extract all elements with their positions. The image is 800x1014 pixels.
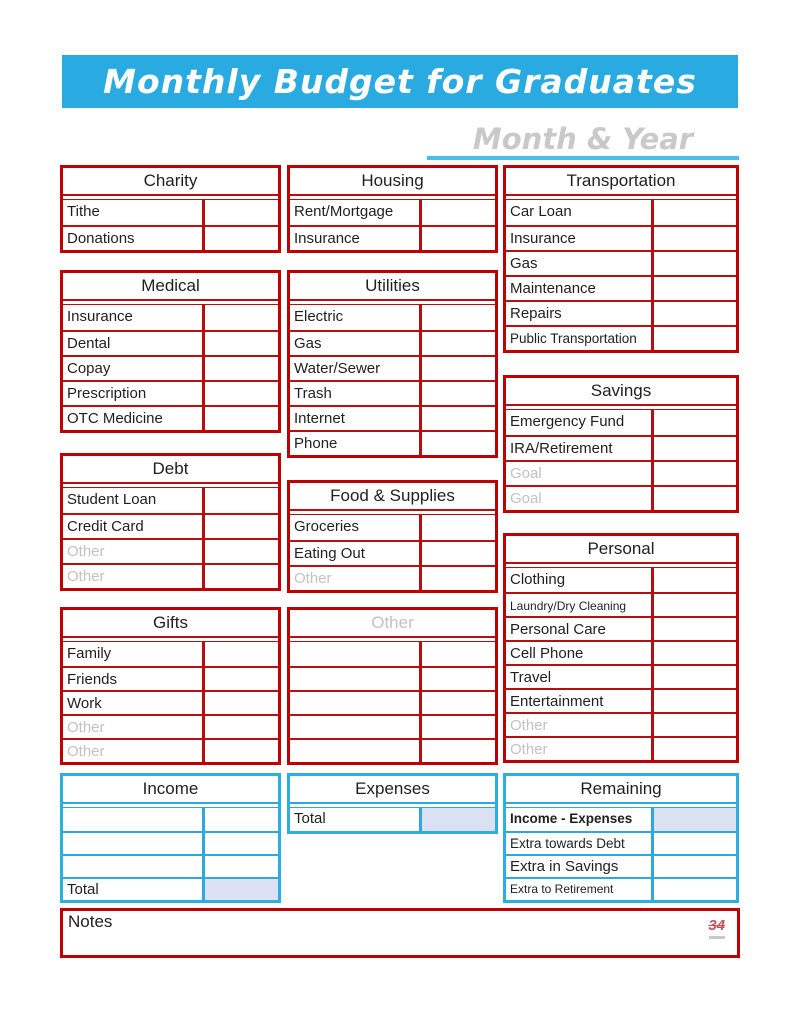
row-label: Internet [294, 410, 345, 427]
budget-row [290, 515, 495, 540]
row-label: Income - Expenses [510, 811, 633, 826]
row-label: Extra towards Debt [510, 836, 625, 851]
row-label: Other [67, 719, 105, 736]
row-label: Donations [67, 230, 135, 247]
row-label: Water/Sewer [294, 360, 381, 377]
budget-row [63, 513, 278, 538]
budget-row [506, 485, 736, 510]
food-supplies-table [287, 480, 498, 593]
amount-cell[interactable] [651, 642, 736, 664]
budget-row [290, 666, 495, 690]
budget-row [506, 831, 736, 854]
amount-cell[interactable] [419, 740, 495, 762]
row-label: Extra in Savings [510, 858, 619, 875]
amount-cell[interactable] [202, 305, 278, 330]
row-label: Dental [67, 335, 111, 352]
row-label: Goal [510, 465, 542, 482]
transportation-table [503, 165, 739, 353]
fill-in-cell[interactable] [290, 740, 419, 762]
table-title: Savings [506, 378, 736, 406]
amount-cell[interactable] [202, 716, 278, 738]
row-label: Goal [510, 490, 542, 507]
amount-cell[interactable] [202, 200, 278, 225]
table-title: Debt [63, 456, 278, 484]
personal-table [503, 533, 739, 763]
row-label: Total [67, 881, 99, 898]
row-label: Emergency Fund [510, 413, 625, 430]
budget-row [506, 325, 736, 350]
amount-cell[interactable] [651, 808, 736, 831]
row-label: Phone [294, 435, 338, 452]
amount-cell[interactable] [419, 692, 495, 714]
amount-cell[interactable] [651, 200, 736, 225]
row-label: Eating Out [294, 545, 365, 562]
fill-in-cell[interactable] [290, 642, 419, 666]
row-label: Prescription [67, 385, 147, 402]
row-label: Laundry/Dry Cleaning [510, 599, 627, 613]
amount-cell[interactable] [419, 305, 495, 330]
budget-row [290, 540, 495, 565]
row-label: Entertainment [510, 693, 604, 710]
budget-row [506, 854, 736, 877]
table-title: Gifts [63, 610, 278, 638]
amount-cell[interactable] [651, 833, 736, 854]
budget-row [290, 565, 495, 590]
row-label: Personal Care [510, 621, 606, 638]
budget-row [290, 355, 495, 380]
logo-mark: 34 [708, 917, 725, 934]
budget-row [63, 200, 278, 225]
table-title: Income [63, 776, 278, 804]
amount-cell[interactable] [651, 252, 736, 275]
budget-row [63, 305, 278, 330]
amount-cell[interactable] [651, 462, 736, 485]
budget-row [63, 808, 278, 831]
amount-cell[interactable] [202, 692, 278, 714]
amount-cell[interactable] [651, 568, 736, 592]
budget-row [290, 738, 495, 762]
amount-cell[interactable] [651, 738, 736, 760]
row-label: Trash [294, 385, 332, 402]
budget-row [506, 250, 736, 275]
row-label: Gas [510, 255, 538, 272]
budget-row [506, 460, 736, 485]
row-label: Work [67, 695, 102, 712]
logo-tagline [709, 936, 725, 939]
amount-cell[interactable] [419, 227, 495, 250]
amount-cell[interactable] [651, 227, 736, 250]
row-label: Clothing [510, 571, 566, 588]
row-label: Insurance [294, 230, 360, 247]
month-year-placeholder: Month & Year [472, 122, 694, 157]
row-label: OTC Medicine [67, 410, 163, 427]
row-label: Copay [67, 360, 111, 377]
amount-cell[interactable] [419, 716, 495, 738]
medical-table [60, 270, 281, 433]
amount-cell[interactable] [202, 488, 278, 513]
amount-cell[interactable] [651, 487, 736, 510]
charity-table [60, 165, 281, 253]
budget-row [290, 808, 495, 831]
amount-cell[interactable] [419, 432, 495, 455]
amount-cell[interactable] [651, 437, 736, 460]
amount-cell[interactable] [651, 410, 736, 435]
budget-row [63, 355, 278, 380]
row-label: Other [67, 743, 105, 760]
budget-row [506, 568, 736, 592]
amount-cell[interactable] [419, 407, 495, 430]
fill-in-cell[interactable] [290, 692, 419, 714]
brand-logo [708, 919, 725, 939]
budget-row [63, 714, 278, 738]
budget-row [290, 380, 495, 405]
housing-table [287, 165, 498, 253]
table-title: Charity [63, 168, 278, 196]
table-title: Remaining [506, 776, 736, 804]
budget-row [63, 877, 278, 900]
row-label: Other [294, 570, 332, 587]
budget-row [63, 563, 278, 588]
remaining-table [503, 773, 739, 903]
amount-cell[interactable] [202, 565, 278, 588]
amount-cell[interactable] [419, 567, 495, 590]
amount-cell[interactable] [651, 594, 736, 616]
amount-cell[interactable] [202, 227, 278, 250]
amount-cell[interactable] [202, 879, 278, 900]
table-title: Food & Supplies [290, 483, 495, 511]
notes-section[interactable] [60, 908, 740, 958]
month-year-field[interactable] [427, 112, 739, 160]
amount-cell[interactable] [419, 642, 495, 666]
amount-cell[interactable] [202, 856, 278, 877]
budget-row [290, 714, 495, 738]
budget-row [290, 225, 495, 250]
row-label: Tithe [67, 203, 100, 220]
table-title: Medical [63, 273, 278, 301]
expenses-table [287, 773, 498, 834]
budget-row [63, 488, 278, 513]
row-label: Other [67, 568, 105, 585]
row-label: Other [510, 741, 548, 758]
row-label: Student Loan [67, 491, 157, 508]
budget-row [506, 616, 736, 640]
gifts-table [60, 607, 281, 765]
amount-cell[interactable] [202, 357, 278, 380]
amount-cell[interactable] [419, 357, 495, 380]
budget-row [506, 592, 736, 616]
row-label: Total [294, 810, 326, 827]
budget-row [506, 300, 736, 325]
utilities-table [287, 270, 498, 458]
row-label: Travel [510, 669, 552, 686]
budget-row [506, 200, 736, 225]
row-label: Gas [294, 335, 322, 352]
row-label: Maintenance [510, 280, 596, 297]
budget-row [63, 666, 278, 690]
amount-cell[interactable] [202, 833, 278, 854]
row-label: Insurance [67, 308, 133, 325]
budget-row [63, 690, 278, 714]
row-label: Groceries [294, 518, 360, 535]
budget-row [506, 877, 736, 900]
fill-in-cell[interactable] [290, 668, 419, 690]
table-title: Housing [290, 168, 495, 196]
amount-cell[interactable] [651, 327, 736, 350]
row-label: Other [510, 717, 548, 734]
table-title: Utilities [290, 273, 495, 301]
budget-row [63, 380, 278, 405]
budget-row [290, 430, 495, 455]
amount-cell[interactable] [202, 668, 278, 690]
amount-cell[interactable] [202, 515, 278, 538]
budget-row [506, 688, 736, 712]
amount-cell[interactable] [419, 515, 495, 540]
fill-in-cell[interactable] [63, 833, 202, 854]
budget-row [506, 664, 736, 688]
row-label: Electric [294, 308, 344, 325]
row-label: Car Loan [510, 203, 572, 220]
budget-row [506, 712, 736, 736]
amount-cell[interactable] [651, 618, 736, 640]
amount-cell[interactable] [651, 856, 736, 877]
other-table [287, 607, 498, 765]
budget-row [506, 275, 736, 300]
debt-table [60, 453, 281, 591]
budget-row [63, 405, 278, 430]
table-title: Transportation [506, 168, 736, 196]
amount-cell[interactable] [202, 740, 278, 762]
table-title: Personal [506, 536, 736, 564]
row-label: Rent/Mortgage [294, 203, 394, 220]
row-label: Friends [67, 671, 118, 688]
row-label: Credit Card [67, 518, 144, 535]
budget-row [506, 225, 736, 250]
amount-cell[interactable] [419, 668, 495, 690]
notes-label: Notes [68, 912, 113, 931]
amount-cell[interactable] [202, 642, 278, 666]
row-label: Insurance [510, 230, 576, 247]
amount-cell[interactable] [651, 879, 736, 900]
amount-cell[interactable] [419, 200, 495, 225]
amount-cell[interactable] [419, 808, 495, 831]
fill-in-cell[interactable] [63, 808, 202, 831]
amount-cell[interactable] [651, 714, 736, 736]
budget-row [506, 410, 736, 435]
amount-cell[interactable] [202, 808, 278, 831]
budget-row [506, 736, 736, 760]
amount-cell[interactable] [202, 540, 278, 563]
amount-cell[interactable] [202, 382, 278, 405]
budget-row [290, 305, 495, 330]
amount-cell[interactable] [651, 302, 736, 325]
budget-row [290, 642, 495, 666]
row-label: Cell Phone [510, 645, 584, 662]
fill-in-cell[interactable] [63, 856, 202, 877]
budget-row [290, 690, 495, 714]
budget-row [63, 538, 278, 563]
budget-row [63, 854, 278, 877]
budget-row [63, 738, 278, 762]
budget-row [290, 200, 495, 225]
budget-row [506, 640, 736, 664]
row-label: Family [67, 645, 112, 662]
budget-row [290, 405, 495, 430]
amount-cell[interactable] [419, 542, 495, 565]
page-title: Monthly Budget for Graduates [103, 62, 697, 101]
income-table [60, 773, 281, 903]
amount-cell[interactable] [202, 332, 278, 355]
fill-in-cell[interactable] [290, 716, 419, 738]
amount-cell[interactable] [202, 407, 278, 430]
row-label: Extra to Retirement [510, 882, 614, 896]
budget-row [63, 831, 278, 854]
table-title: Expenses [290, 776, 495, 804]
amount-cell[interactable] [419, 332, 495, 355]
budget-row [63, 225, 278, 250]
row-label: Public Transportation [510, 331, 637, 346]
row-label: Repairs [510, 305, 562, 322]
amount-cell[interactable] [419, 382, 495, 405]
amount-cell[interactable] [651, 690, 736, 712]
budget-row [506, 808, 736, 831]
budget-row [63, 330, 278, 355]
row-label: Other [67, 543, 105, 560]
budget-row [63, 642, 278, 666]
table-title: Other [290, 610, 495, 638]
savings-table [503, 375, 739, 513]
amount-cell[interactable] [651, 277, 736, 300]
title-banner [62, 55, 738, 108]
budget-row [506, 435, 736, 460]
row-label: IRA/Retirement [510, 440, 613, 457]
amount-cell[interactable] [651, 666, 736, 688]
budget-row [290, 330, 495, 355]
